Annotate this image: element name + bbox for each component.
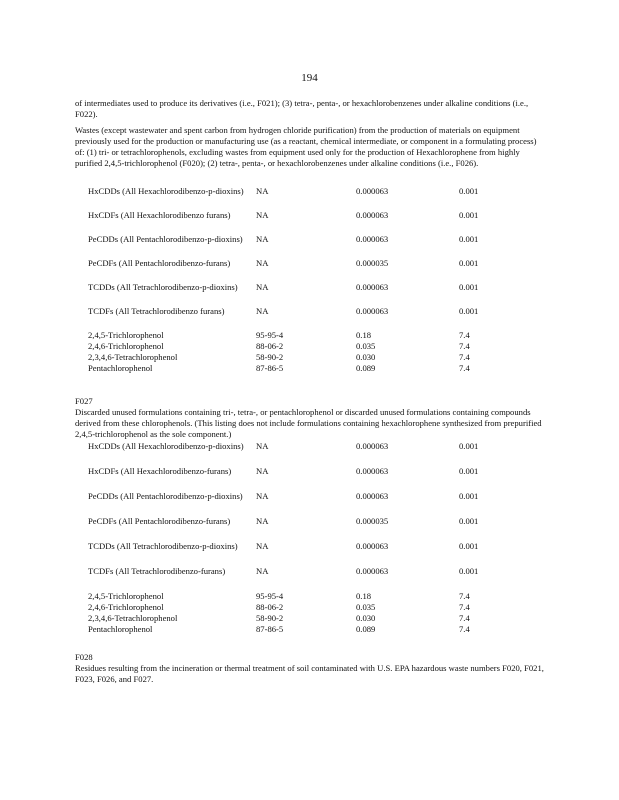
wastewater-concentration: 0.000063 <box>356 186 389 196</box>
f027-constituent-table <box>88 441 548 635</box>
cas-number: 95-95-4 <box>256 591 284 601</box>
wastewater-concentration: 0.000063 <box>356 491 389 501</box>
cas-number: 88-06-2 <box>256 341 284 351</box>
wastewater-concentration: 0.035 <box>356 602 376 612</box>
cas-number: NA <box>256 566 269 576</box>
waste-code-f028: F028 <box>75 652 93 662</box>
constituent-name: PeCDDs (All Pentachlorodibenzo-p-dioxins) <box>88 234 243 244</box>
constituent-name: HxCDDs (All Hexachlorodibenzo-p-dioxins) <box>88 441 244 451</box>
table-row <box>88 330 548 341</box>
nonwastewater-concentration: 0.001 <box>459 441 479 451</box>
constituent-name: Pentachlorophenol <box>88 363 153 373</box>
constituent-name: TCDDs (All Tetrachlorodibenzo-p-dioxins) <box>88 541 238 551</box>
wastewater-concentration: 0.089 <box>356 363 376 373</box>
table-row <box>88 591 548 602</box>
nonwastewater-concentration: 0.001 <box>459 516 479 526</box>
nonwastewater-concentration: 7.4 <box>459 341 470 351</box>
f027-description: Discarded unused formulations containing tri-, tetra-, or pentachlorophenol or discarded unused formulations containing compounds derived from these chlorophenols. (This listing does not include formulations containing hexachlorophene synthesized from prepurified 2,4,5-trichlorophenol as the sole component.) <box>75 407 542 439</box>
cas-number: 88-06-2 <box>256 602 284 612</box>
table-row <box>88 516 548 541</box>
nonwastewater-concentration: 7.4 <box>459 330 470 340</box>
cas-number: 95-95-4 <box>256 330 284 340</box>
f026-continued-intro: of intermediates used to produce its derivatives (i.e., F021); (3) tetra-, penta-, or hexachlorobenzenes under alkaline conditions (i.e., F022). <box>75 98 529 119</box>
wastewater-concentration: 0.000063 <box>356 466 389 476</box>
constituent-name: HxCDFs (All Hexachlorodibenzo furans) <box>88 210 231 220</box>
f026-constituent-table <box>88 186 548 374</box>
cas-number: NA <box>256 282 269 292</box>
constituent-name: 2,4,5-Trichlorophenol <box>88 330 164 340</box>
cas-number: NA <box>256 441 269 451</box>
constituent-name: PeCDDs (All Pentachlorodibenzo-p-dioxins) <box>88 491 243 501</box>
table-row <box>88 341 548 352</box>
wastewater-concentration: 0.035 <box>356 341 376 351</box>
table-row <box>88 602 548 613</box>
constituent-name: PeCDFs (All Pentachlorodibenzo-furans) <box>88 258 231 268</box>
constituent-name: 2,4,6-Trichlorophenol <box>88 341 164 351</box>
constituent-name: HxCDDs (All Hexachlorodibenzo-p-dioxins) <box>88 186 244 196</box>
table-row <box>88 352 548 363</box>
constituent-name: Pentachlorophenol <box>88 624 153 634</box>
nonwastewater-concentration: 7.4 <box>459 624 470 634</box>
wastewater-concentration: 0.000063 <box>356 234 389 244</box>
constituent-name: TCDDs (All Tetrachlorodibenzo-p-dioxins) <box>88 282 238 292</box>
wastewater-concentration: 0.000063 <box>356 541 389 551</box>
nonwastewater-concentration: 0.001 <box>459 234 479 244</box>
wastewater-concentration: 0.000035 <box>356 258 389 268</box>
constituent-name: 2,3,4,6-Tetrachlorophenol <box>88 613 178 623</box>
table-row <box>88 441 548 466</box>
nonwastewater-concentration: 0.001 <box>459 306 479 316</box>
table-row <box>88 466 548 491</box>
nonwastewater-concentration: 7.4 <box>459 363 470 373</box>
table-row <box>88 258 548 282</box>
nonwastewater-concentration: 0.001 <box>459 258 479 268</box>
cas-number: 87-86-5 <box>256 363 284 373</box>
table-row <box>88 613 548 624</box>
cas-number: NA <box>256 258 269 268</box>
constituent-name: 2,4,6-Trichlorophenol <box>88 602 164 612</box>
cas-number: NA <box>256 306 269 316</box>
wastewater-concentration: 0.030 <box>356 352 376 362</box>
nonwastewater-concentration: 0.001 <box>459 210 479 220</box>
wastewater-concentration: 0.000063 <box>356 282 389 292</box>
constituent-name: 2,4,5-Trichlorophenol <box>88 591 164 601</box>
wastewater-concentration: 0.000035 <box>356 516 389 526</box>
wastewater-concentration: 0.18 <box>356 591 372 601</box>
nonwastewater-concentration: 7.4 <box>459 352 470 362</box>
table-row <box>88 306 548 330</box>
wastewater-concentration: 0.000063 <box>356 306 389 316</box>
cas-number: NA <box>256 466 269 476</box>
f026-description: Wastes (except wastewater and spent carbon from hydrogen chloride purification) from the production of materials on equipment previously used for the production or manufacturing use (as a reactant, chemical intermediate, or component in a formulating process) of: (1) tri- or tetrachlorophenols, excluding wastes from equipment used only for the production of Hexachlorophene from highly purified 2,4,5-trichlorophenol (F020); (2) tetra-, penta-, or hexachlorobenzenes under alkaline conditions (i.e., F026). <box>75 125 537 168</box>
cas-number: NA <box>256 210 269 220</box>
cas-number: 58-90-2 <box>256 352 284 362</box>
f028-description: Residues resulting from the incineration or thermal treatment of soil contaminated with U.S. EPA hazardous waste numbers F020, F021, F023, F026, and F027. <box>75 663 544 684</box>
cas-number: 58-90-2 <box>256 613 284 623</box>
wastewater-concentration: 0.030 <box>356 613 376 623</box>
wastewater-concentration: 0.089 <box>356 624 376 634</box>
cas-number: NA <box>256 491 269 501</box>
constituent-name: 2,3,4,6-Tetrachlorophenol <box>88 352 178 362</box>
wastewater-concentration: 0.000063 <box>356 210 389 220</box>
table-row <box>88 566 548 591</box>
wastewater-concentration: 0.000063 <box>356 441 389 451</box>
constituent-name: TCDFs (All Tetrachlorodibenzo-furans) <box>88 566 226 576</box>
cas-number: NA <box>256 186 269 196</box>
table-row <box>88 363 548 374</box>
cas-number: NA <box>256 541 269 551</box>
constituent-name: HxCDFs (All Hexachlorodibenzo-furans) <box>88 466 232 476</box>
nonwastewater-concentration: 7.4 <box>459 591 470 601</box>
nonwastewater-concentration: 0.001 <box>459 466 479 476</box>
table-row <box>88 234 548 258</box>
page-number: 194 <box>301 72 318 84</box>
cas-number: NA <box>256 516 269 526</box>
wastewater-concentration: 0.000063 <box>356 566 389 576</box>
table-row <box>88 282 548 306</box>
table-row <box>88 186 548 210</box>
constituent-name: TCDFs (All Tetrachlorodibenzo furans) <box>88 306 225 316</box>
nonwastewater-concentration: 0.001 <box>459 491 479 501</box>
nonwastewater-concentration: 7.4 <box>459 602 470 612</box>
table-row <box>88 210 548 234</box>
nonwastewater-concentration: 0.001 <box>459 541 479 551</box>
table-row <box>88 491 548 516</box>
constituent-name: PeCDFs (All Pentachlorodibenzo-furans) <box>88 516 231 526</box>
waste-code-f027: F027 <box>75 396 93 406</box>
nonwastewater-concentration: 0.001 <box>459 282 479 292</box>
nonwastewater-concentration: 0.001 <box>459 186 479 196</box>
cas-number: NA <box>256 234 269 244</box>
table-row <box>88 624 548 635</box>
cas-number: 87-86-5 <box>256 624 284 634</box>
wastewater-concentration: 0.18 <box>356 330 372 340</box>
nonwastewater-concentration: 0.001 <box>459 566 479 576</box>
table-row <box>88 541 548 566</box>
nonwastewater-concentration: 7.4 <box>459 613 470 623</box>
